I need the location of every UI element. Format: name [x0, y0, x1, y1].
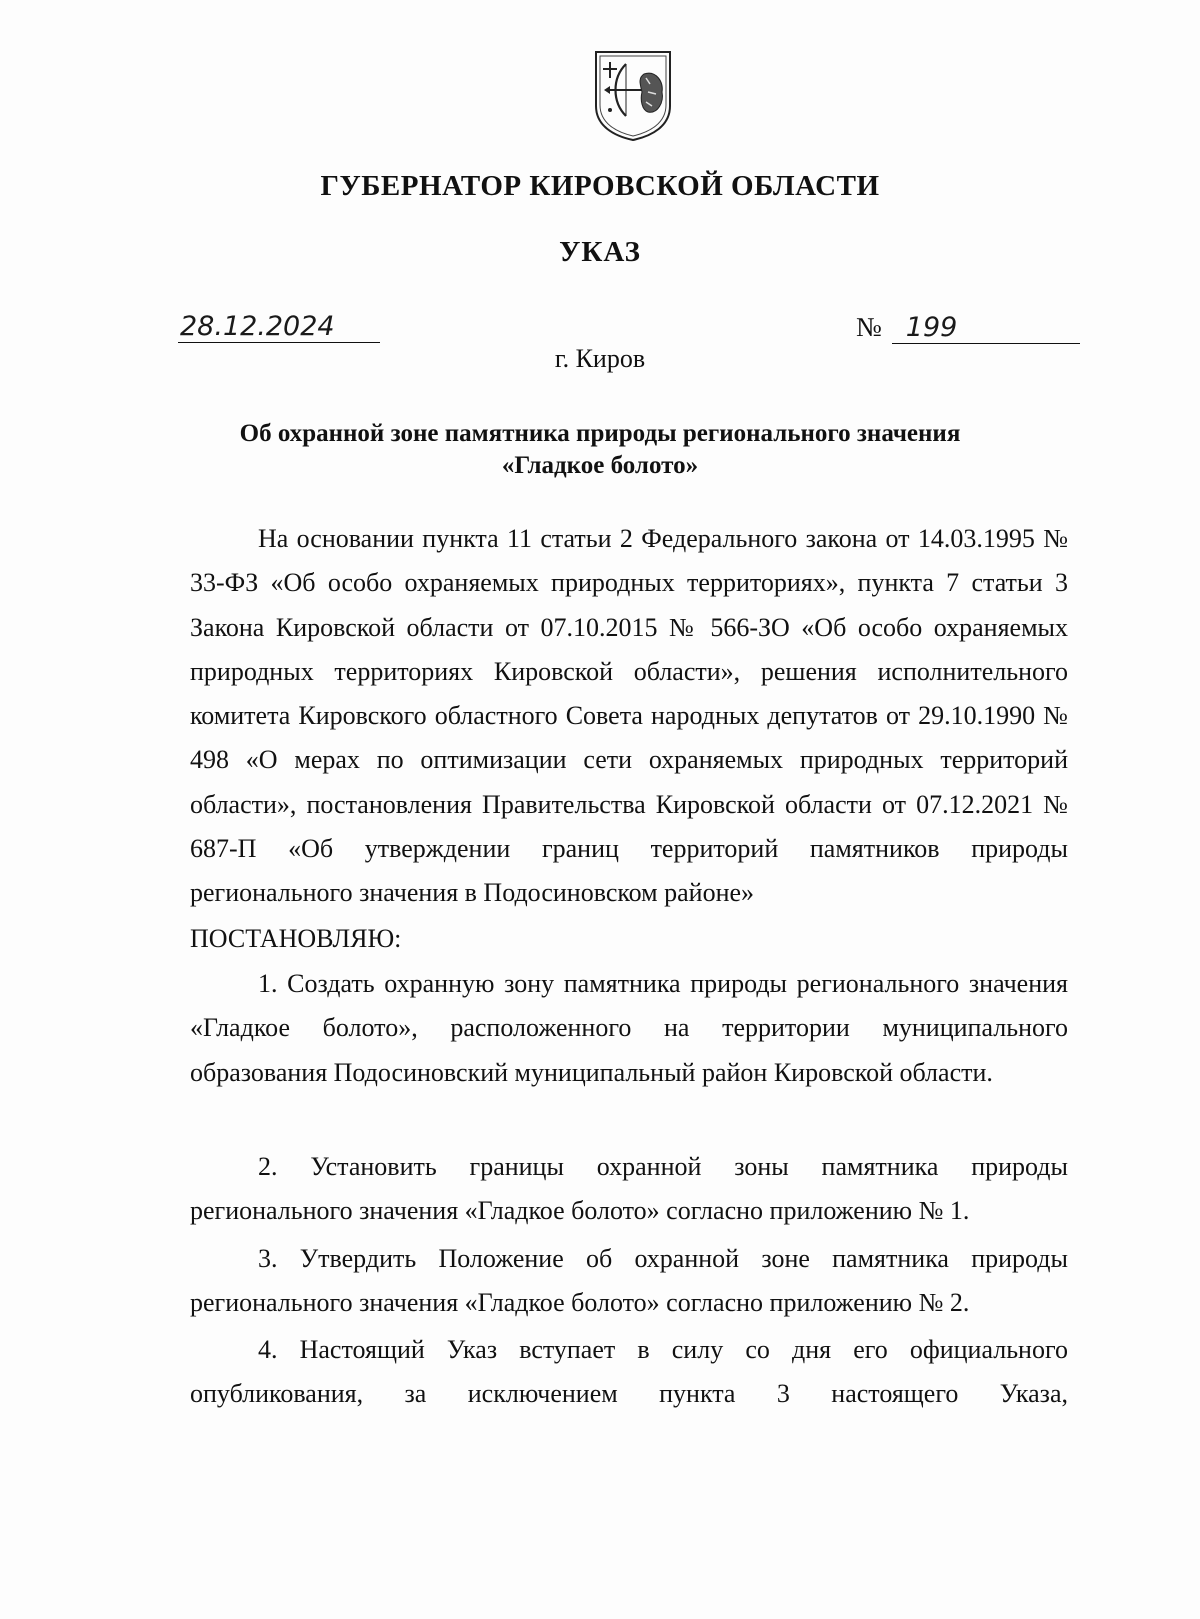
list-item: 2. Установить границы охранной зоны памятника природы регионального значения «Гладкое болото» согласно приложению № 1. [190, 1152, 1068, 1226]
coat-of-arms-icon [592, 48, 674, 144]
item-1-block [190, 962, 1068, 1095]
preamble-paragraph: На основании пункта 11 статьи 2 Федерального закона от 14.03.1995 № 33-ФЗ «Об особо охраняемых природных территориях», пункта 7 статьи 3 Закона Кировской области от 07.10.2015 № 566-ЗО «Об особо охраняемых природных территориях Кировской области», решения исполнительного комитета Кировского областного Совета народных депутатов от 29.10.1990 № 498 «О мерах по оптимизации сети охраняемых природных территорий области», постановления Правительства Кировской области от 07.12.2021 № 687-П «Об утверждении границ территорий памятников природы регионального значения в Подосиновском районе» [190, 524, 1068, 908]
resolve-block [190, 917, 1068, 961]
issuing-authority: ГУБЕРНАТОР КИРОВСКОЙ ОБЛАСТИ [320, 170, 880, 202]
document-date: 28.12.2024 [178, 312, 380, 343]
title-line-1: Об охранной зоне памятника природы регионального значения [239, 420, 961, 447]
document-number: 199 [892, 313, 1080, 344]
document-title [160, 418, 1040, 482]
city: г. Киров [554, 344, 646, 373]
resolve-word: ПОСТАНОВЛЯЮ: [190, 924, 402, 953]
title-line-2: «Гладкое болото» [501, 452, 699, 479]
item-2-block [190, 1145, 1068, 1234]
item-3-block [190, 1237, 1068, 1326]
document-number-block [856, 312, 1080, 344]
document-type: УКАЗ [559, 236, 641, 268]
item-4-block [190, 1328, 1068, 1417]
list-item: 3. Утвердить Положение об охранной зоне памятника природы регионального значения «Гладкое болото» согласно приложению № 2. [190, 1244, 1068, 1318]
list-item: 4. Настоящий Указ вступает в силу со дня его официального опубликования, за исключением пункта 3 настоящего Указа, [190, 1335, 1068, 1409]
number-label: № [856, 312, 882, 342]
list-item: 1. Создать охранную зону памятника природы регионального значения «Гладкое болото», расположенного на территории муниципального образования Подосиновский муниципальный район Кировской области. [190, 969, 1068, 1087]
preamble-block [190, 517, 1068, 916]
